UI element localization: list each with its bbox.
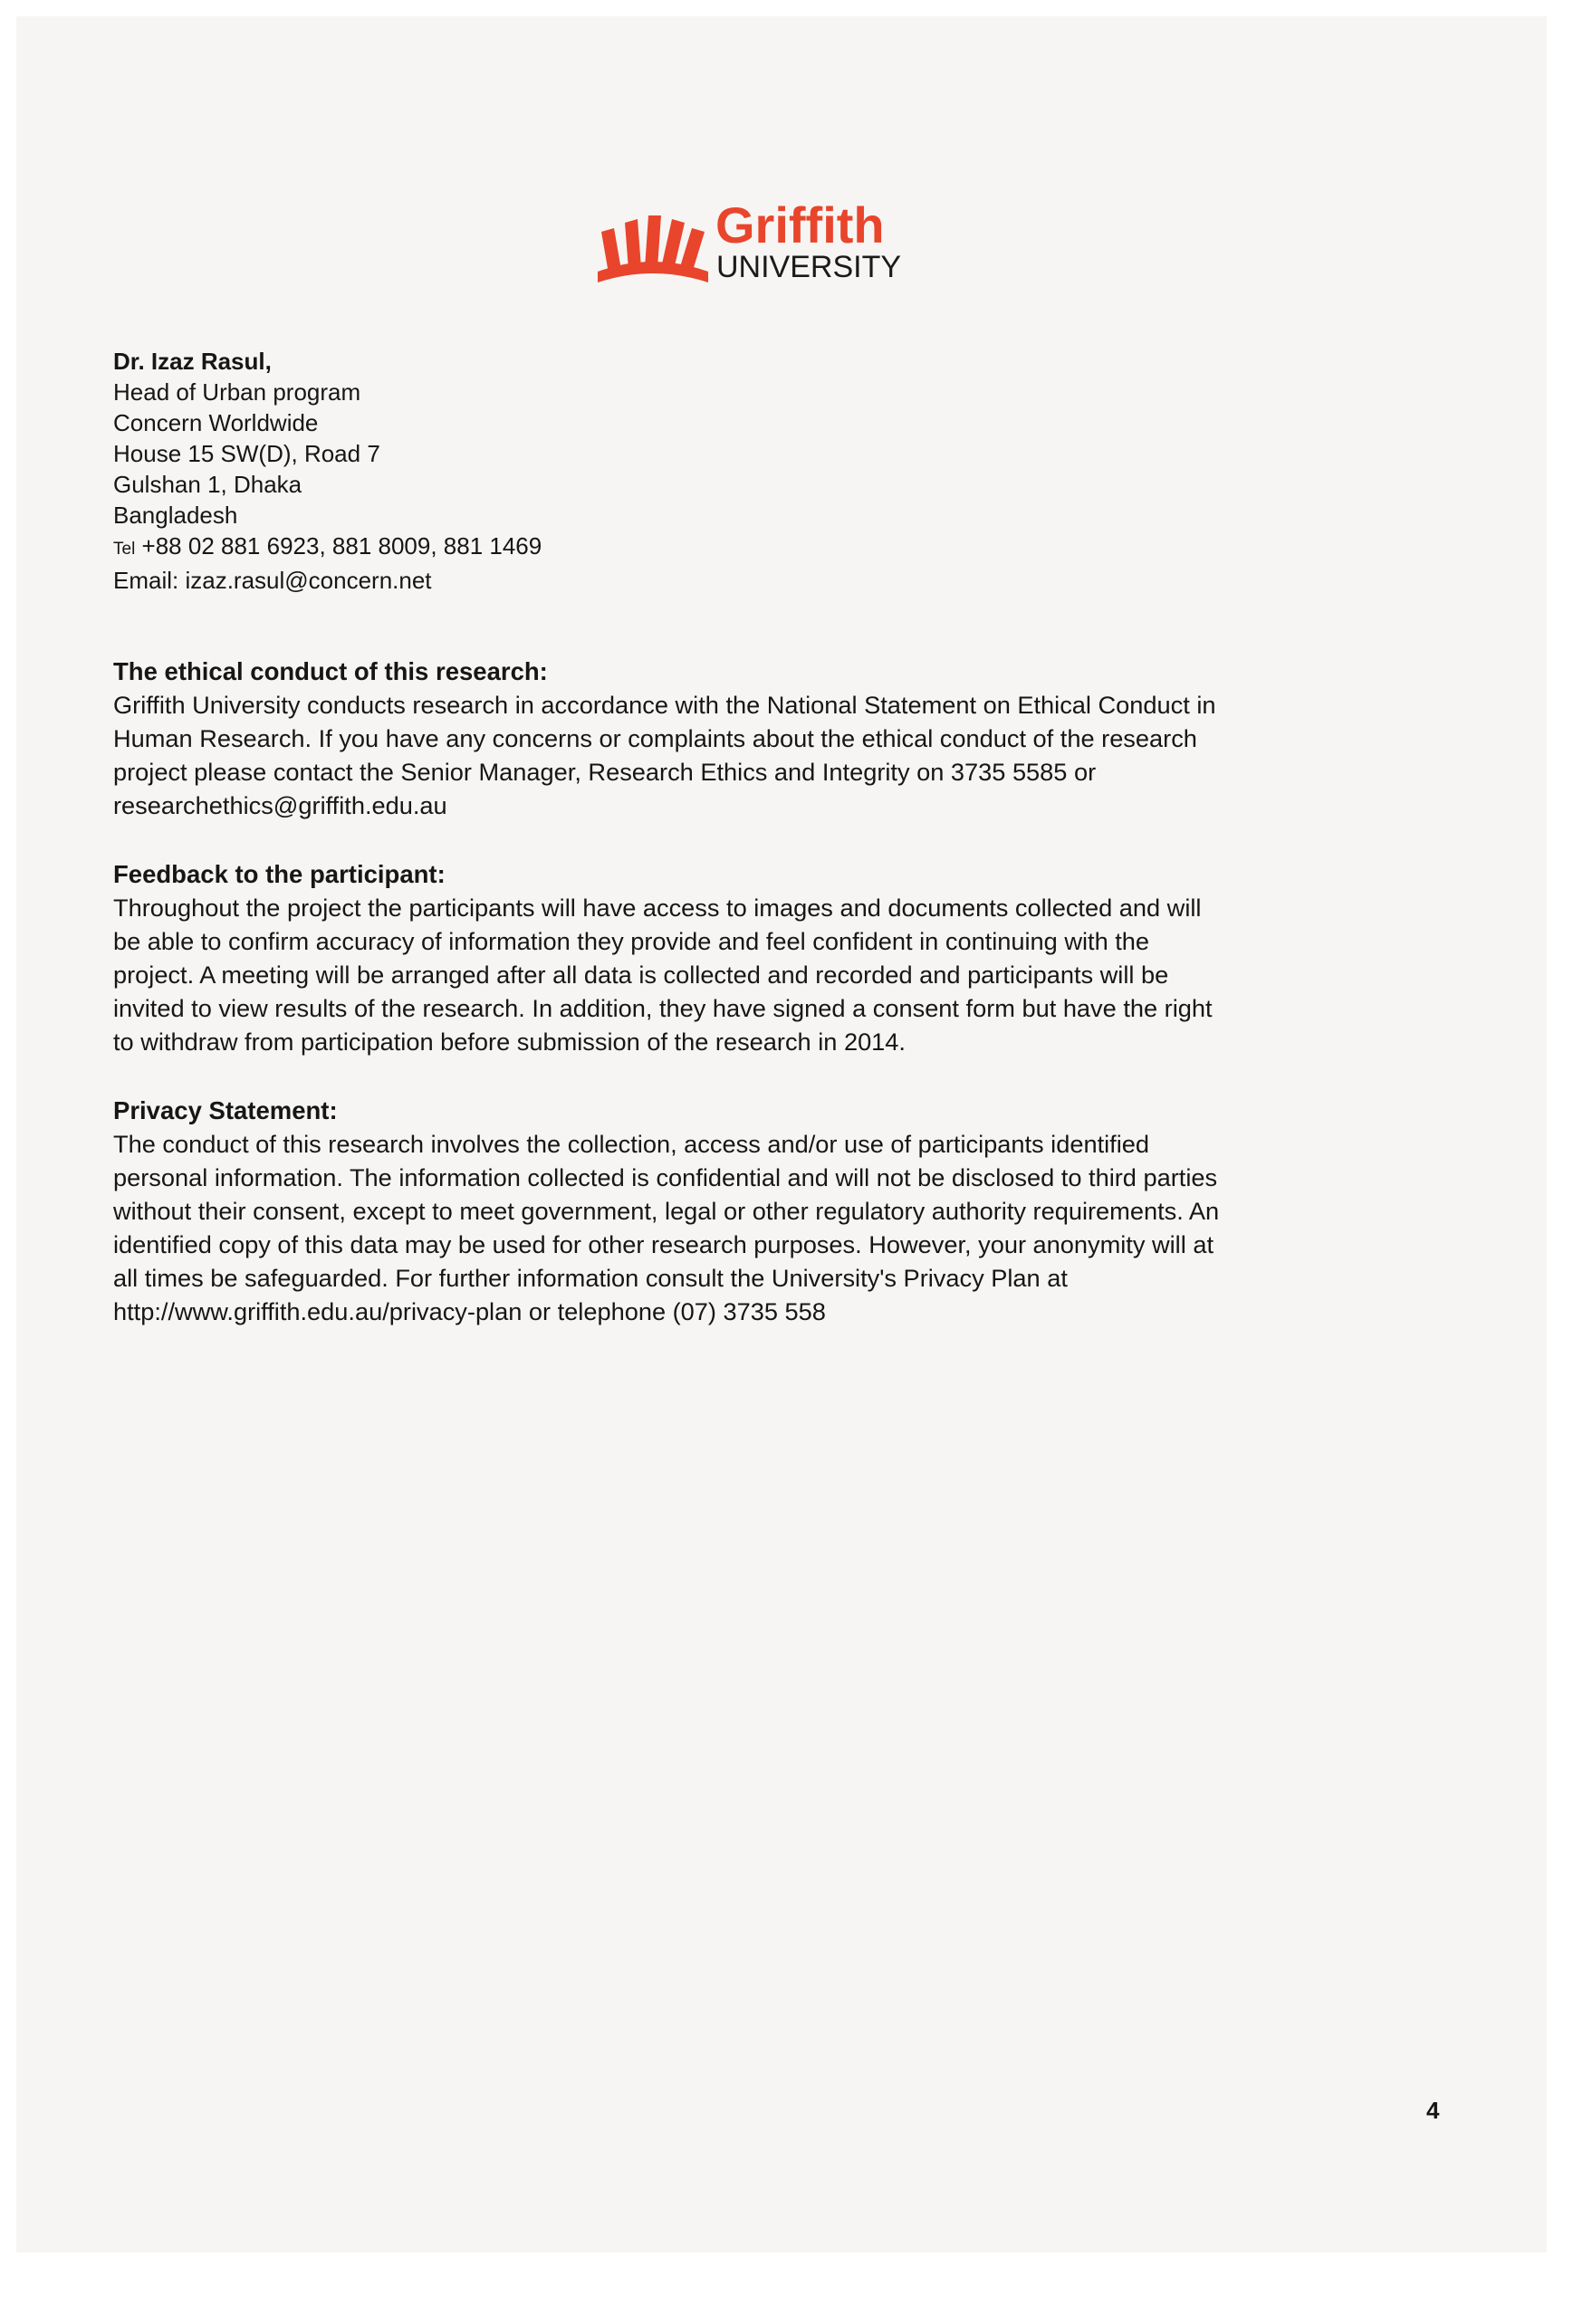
griffith-university-logo <box>598 196 949 286</box>
paragraph-line: Throughout the project the participants will have access to images and documents collected and will <box>113 894 1202 922</box>
paragraph-line: be able to confirm accuracy of information they provide and feel confident in continuing with the <box>113 927 1150 955</box>
document-page <box>16 16 1547 2252</box>
paragraph-line: Griffith University conducts research in accordance with the National Statement on Ethical Conduct in <box>113 691 1216 719</box>
contact-line: Concern Worldwide <box>113 409 319 436</box>
section-heading: The ethical conduct of this research: <box>113 657 548 685</box>
page-number: 4 <box>1426 2097 1440 2124</box>
paragraph-line: project. A meeting will be arranged after all data is collected and recorded and participants will be <box>113 961 1169 989</box>
contact-line: Bangladesh <box>113 502 238 529</box>
section-privacy-statement <box>113 1094 1453 1328</box>
section-heading: Feedback to the participant: <box>113 860 446 888</box>
paragraph-line: project please contact the Senior Manager, Research Ethics and Integrity on 3735 5585 or <box>113 758 1097 786</box>
section-ethical-conduct <box>113 655 1453 822</box>
paragraph-line: http://www.griffith.edu.au/privacy-plan or telephone (07) 3735 558 <box>113 1297 826 1325</box>
paragraph-line: to withdraw from participation before submission of the research in 2014. <box>113 1028 906 1056</box>
contact-name: Dr. Izaz Rasul, <box>113 348 272 375</box>
contact-line: Gulshan 1, Dhaka <box>113 471 302 498</box>
section-feedback <box>113 857 1453 1058</box>
paragraph-line: Human Research. If you have any concerns or complaints about the ethical conduct of the research <box>113 724 1197 752</box>
contact-email: Email: izaz.rasul@concern.net <box>113 567 432 594</box>
paragraph-line: researchethics@griffith.edu.au <box>113 791 447 819</box>
contact-line: House 15 SW(D), Road 7 <box>113 440 380 467</box>
contact-telephone <box>113 531 542 565</box>
paragraph-line: without their consent, except to meet government, legal or other regulatory authority requirements. An <box>113 1197 1220 1225</box>
telephone-numbers: +88 02 881 6923, 881 8009, 881 1469 <box>141 532 542 559</box>
paragraph-line: The conduct of this research involves the collection, access and/or use of participants identified <box>113 1130 1150 1158</box>
paragraph-line: all times be safeguarded. For further information consult the University's Privacy Plan at <box>113 1264 1068 1292</box>
section-heading: Privacy Statement: <box>113 1096 338 1124</box>
svg-text:Griffith: Griffith <box>715 196 885 253</box>
griffith-logo-icon <box>598 196 949 286</box>
paragraph-line: identified copy of this data may be used for other research purposes. However, your anonymity will at <box>113 1230 1214 1258</box>
paragraph-line: invited to view results of the research. In addition, they have signed a consent form but have the right <box>113 994 1213 1022</box>
svg-text:UNIVERSITY: UNIVERSITY <box>716 250 902 284</box>
paragraph-line: personal information. The information collected is confidential and will not be disclosed to third parties <box>113 1163 1218 1191</box>
contact-block <box>113 346 542 596</box>
telephone-prefix: Tel <box>113 540 136 559</box>
contact-line: Head of Urban program <box>113 378 361 406</box>
